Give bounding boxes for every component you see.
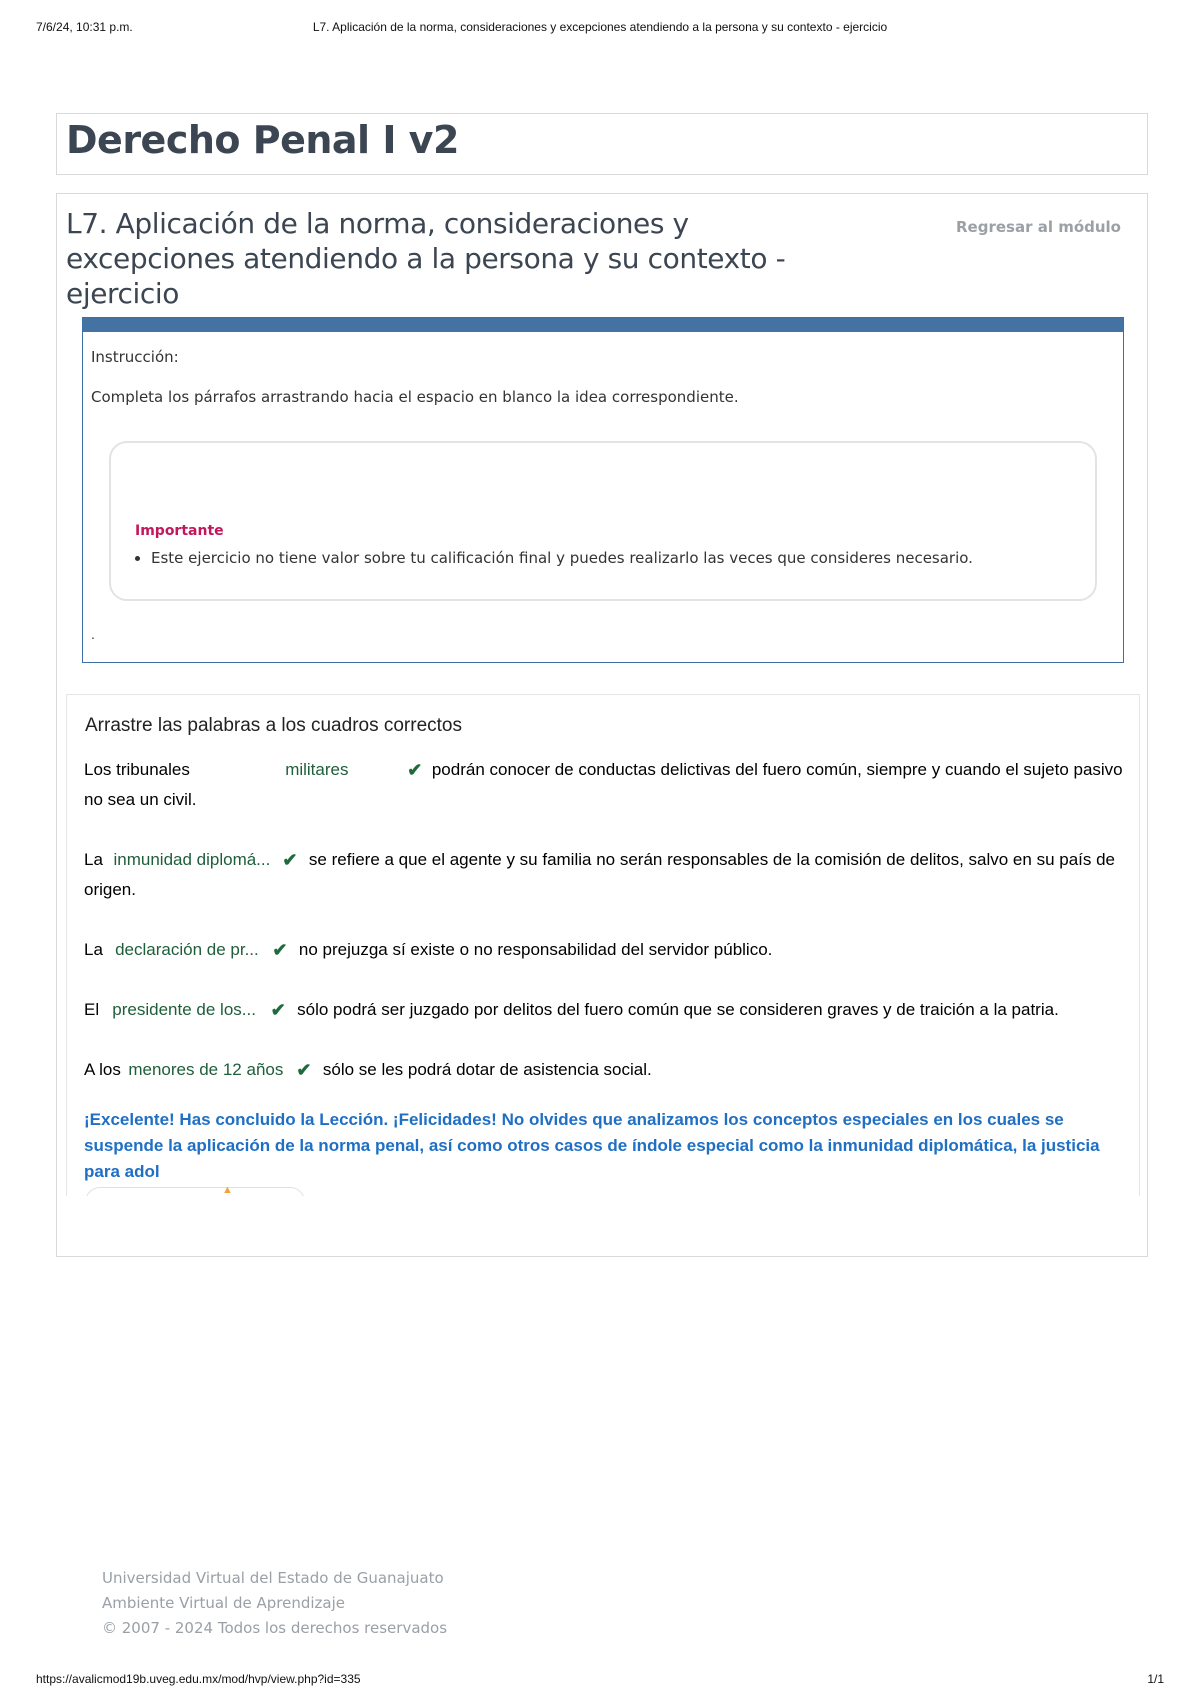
lesson-title: L7. Aplicación de la norma, consideraciones y excepciones atendiendo a la persona y su contexto - ejercicio — [66, 207, 786, 310]
print-title: L7. Aplicación de la norma, consideraciones y excepciones atendiendo a la persona y su contexto - ejercicio — [312, 20, 888, 34]
sentence-text-after: no prejuzga sí existe o no responsabilidad del servidor público. — [298, 940, 773, 959]
sentence-2 — [84, 845, 1124, 905]
back-to-module-link[interactable]: Regresar al módulo — [956, 218, 1121, 236]
sentence-text-before: El — [84, 1000, 100, 1019]
correct-check-icon: ✔ — [270, 1000, 286, 1020]
instruction-text: Completa los párrafos arrastrando hacia el espacio en blanco la idea correspondiente. — [91, 388, 739, 406]
correct-check-icon: ✔ — [407, 760, 423, 780]
list-item: • Este ejercicio no tiene valor sobre tu calificación final y puedes realizarlo las veces que consideres necesario. — [151, 549, 973, 567]
instruction-bar — [83, 318, 1123, 332]
drop-zone-2[interactable]: inmunidad diplomá... — [113, 850, 271, 869]
sentence-5 — [84, 1055, 1124, 1085]
drop-zone-4[interactable]: presidente de los... — [112, 1000, 256, 1019]
instruction-label: Instrucción: — [91, 348, 179, 366]
print-date: 7/6/24, 10:31 p.m. — [36, 20, 133, 34]
sentence-text-before: Los tribunales — [84, 760, 190, 779]
print-header — [0, 20, 1200, 38]
retry-button[interactable] — [85, 1184, 305, 1196]
course-header — [56, 113, 1148, 175]
sentence-text-after: se refiere a que el agente y su familia no serán responsables de la comisión de delitos, salvo en su país de origen. — [84, 850, 1116, 899]
print-url: https://avalicmod19b.uveg.edu.mx/mod/hvp/view.php?id=335 — [36, 1672, 361, 1686]
lesson-content — [56, 193, 1148, 1257]
sentence-text-after: sólo podrá ser juzgado por delitos del fuero común que se consideren graves y de traición a la patria. — [297, 1000, 1059, 1019]
instruction-panel — [82, 317, 1124, 663]
feedback-message: ¡Excelente! Has concluido la Lección. ¡Felicidades! No olvides que analizamos los conceptos especiales en los cuales se suspende la aplicación de la norma penal, así como otros casos de índole especial como la inmunidad diplomática, la justicia para adol — [84, 1110, 1100, 1181]
correct-check-icon: ✔ — [282, 850, 298, 870]
sentence-text-after: podrán conocer de conductas delictivas del fuero común, siempre y cuando el sujeto pasivo no sea un civil. — [84, 760, 1123, 809]
footer-copyright: © 2007 - 2024 Todos los derechos reservados — [102, 1619, 448, 1637]
print-page-number: 1/1 — [1147, 1672, 1164, 1686]
correct-check-icon: ✔ — [272, 940, 288, 960]
course-title: Derecho Penal I v2 — [66, 118, 459, 162]
retry-icon: ▲ — [222, 1184, 233, 1196]
exercise-heading: Arrastre las palabras a los cuadros correctos — [85, 715, 462, 736]
drag-words-exercise — [66, 694, 1140, 1196]
footer-environment: Ambiente Virtual de Aprendizaje — [102, 1594, 345, 1612]
sentence-text-before: A los — [84, 1060, 121, 1079]
sentence-1 — [84, 755, 1124, 815]
sentence-text-after: sólo se les podrá dotar de asistencia social. — [322, 1060, 652, 1079]
site-footer — [102, 1566, 447, 1641]
drop-zone-3[interactable]: declaración de pr... — [115, 940, 259, 959]
footer-university: Universidad Virtual del Estado de Guanajuato — [102, 1569, 444, 1587]
drop-zone-1[interactable]: militares — [285, 760, 349, 779]
sentence-4 — [84, 995, 1124, 1025]
sentence-text-before: La — [84, 850, 103, 869]
sentence-3 — [84, 935, 1124, 965]
instruction-trailing: . — [91, 626, 95, 642]
drop-zone-5[interactable]: menores de 12 años — [128, 1060, 284, 1079]
important-note — [109, 441, 1097, 601]
sentence-text-before: La — [84, 940, 103, 959]
correct-check-icon: ✔ — [296, 1060, 312, 1080]
important-title: Importante — [135, 523, 224, 539]
important-list — [135, 549, 973, 567]
